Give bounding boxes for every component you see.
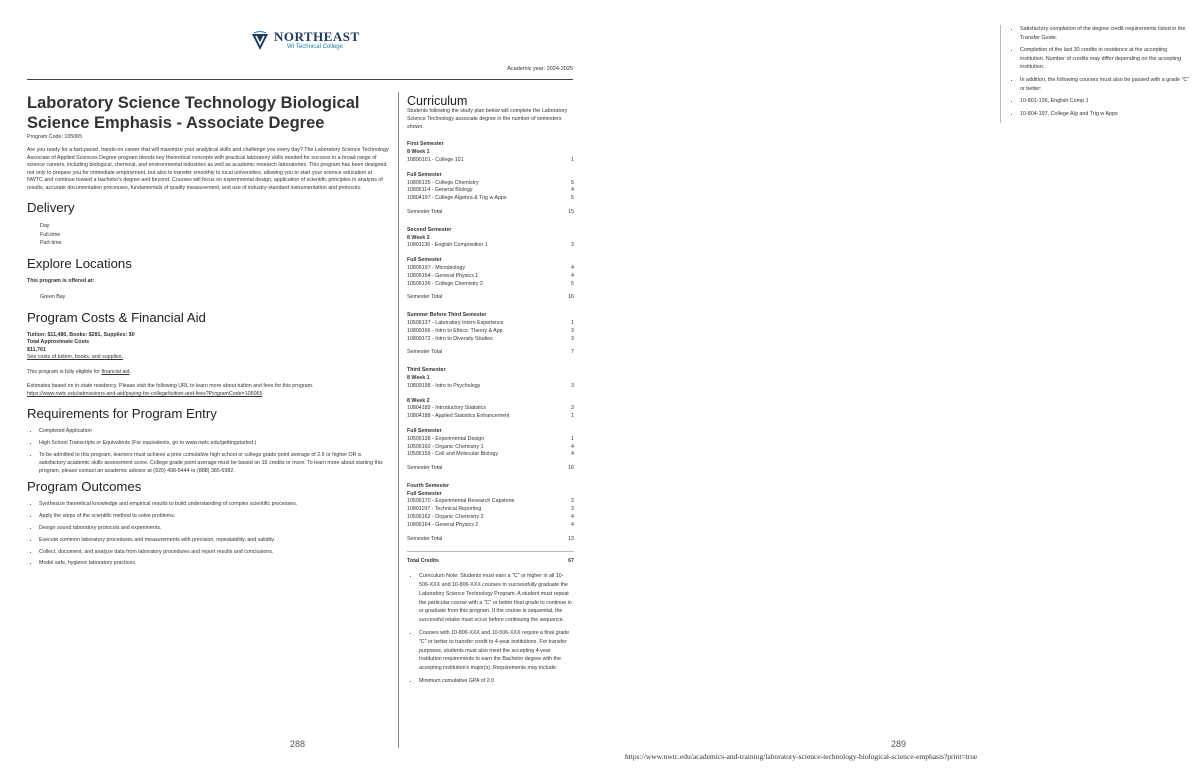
semester-total-row (407, 465, 574, 473)
semester-name: Third Semester (407, 367, 446, 374)
list-item: • Model safe, hygienic laboratory practices. (39, 560, 389, 568)
course-credits: 4 (571, 514, 574, 521)
course-row (407, 273, 574, 281)
course-name: 10806135 - College Chemistry (407, 179, 479, 186)
course-name: 10506160 - Organic Chemistry 1 (407, 443, 484, 450)
semester-total-value: 15 (568, 208, 574, 215)
curriculum-panel (407, 94, 574, 690)
semester-total-row (407, 536, 574, 544)
course-credits: 2 (571, 498, 574, 505)
semester-block (407, 367, 574, 473)
requirements-heading: Requirements for Program Entry (27, 406, 217, 422)
course-name: 10809172 - Intro to Diversity Studies (407, 335, 493, 342)
semester-name: Second Semester (407, 226, 452, 233)
course-credits: 3 (571, 242, 574, 249)
term-label: Full Semester (407, 427, 442, 434)
list-item: • Satisfactory completion of the degree credit requirements listed in the Transfer Guide. (1020, 25, 1190, 42)
course-row (407, 498, 574, 506)
course-row (407, 514, 574, 522)
list-item: • High School Transcripts or Equivalents (For equivalents, go to www.nwtc.edu/gettingstarted.) (39, 440, 389, 448)
print-url: https://www.nwtc.edu/academics-and-training/laboratory-science-technology-biological-science-emphasis?print=true (625, 752, 978, 761)
term-label: 8 Week 1 (407, 149, 430, 156)
term-label: Full Semester (407, 171, 442, 178)
semester-block (407, 483, 574, 544)
term-label: 8 Week 1 (407, 374, 430, 381)
course-name: 10506136 - College Chemistry 2 (407, 280, 483, 287)
college-logo (250, 30, 360, 52)
semester-list (407, 141, 574, 543)
course-name: 10506170 - Experimental Research Capstone (407, 498, 515, 505)
course-credits: 4 (571, 187, 574, 194)
course-row (407, 383, 574, 391)
course-name: 10804197 - College Algebra & Trig w Apps (407, 195, 507, 202)
course-name: 10804188 - Applied Statistics Enhancement (407, 413, 510, 420)
outcomes-list (27, 501, 389, 568)
course-name: 10506137 - Laboratory Intern Experience (407, 319, 504, 326)
course-row (407, 281, 574, 289)
column-divider (398, 92, 399, 748)
course-credits: 5 (571, 280, 574, 287)
delivery-list (40, 222, 389, 248)
locations-heading: Explore Locations (27, 255, 132, 271)
list-item: • Curriculum Note: Students must earn a "C" or higher in all 10-506-XXX and 10-806-XXX courses to successfully graduate the Laboratory Science Technology Program. A student must repeat the particular course with a "C" or better final grade to continue in or graduate from this program. If the course is sequential, the successful retake must occur before continuing the sequence. (419, 572, 574, 625)
delivery-heading: Delivery (27, 200, 75, 215)
semester-total-label: Semester Total (407, 465, 443, 472)
tuition-url-link[interactable]: https://www.nwtc.edu/admissions-and-aid/paying-for-college/tuition-and-fees?ProgramCode=105065 (27, 390, 263, 397)
semester-total-row (407, 349, 574, 357)
course-name: 10806154 - General Physics 1 (407, 272, 479, 279)
term-label: Full Semester (407, 490, 442, 497)
semester-total-label: Semester Total (407, 294, 443, 301)
program-code: Program Code: 105065 (27, 134, 83, 140)
logo-name: NORTHEAST (274, 29, 360, 44)
course-credits: 3 (571, 506, 574, 513)
course-credits: 5 (571, 179, 574, 186)
list-item: • 10-804-197, College Alg and Trig w Apps (1020, 110, 1190, 119)
list-item: • Collect, document, and analyze data from laboratory procedures and report results and conclusions. (39, 549, 389, 557)
semester-total-value: 7 (571, 349, 574, 356)
financial-aid-link[interactable]: financial aid (101, 368, 130, 375)
course-credits: 3 (571, 335, 574, 342)
course-name: 10806197 - Microbiology (407, 264, 466, 271)
total-credits-row (407, 551, 574, 566)
tuition-line: Tuition: $11,480, Books: $281, Supplies: $0 (27, 331, 135, 338)
transfer-requirements (1010, 25, 1190, 122)
course-name: 10506159 - Cell and Molecular Biology (407, 451, 498, 458)
course-row (407, 522, 574, 530)
semester-name: Summer Before Third Semester (407, 312, 487, 319)
course-name: 10801136 - English Composition 1 (407, 242, 488, 249)
course-name: 10506162 - Organic Chemistry 2 (407, 514, 484, 521)
course-row (407, 187, 574, 195)
course-credits: 3 (571, 327, 574, 334)
logo-subtitle: WI Technical College (287, 44, 343, 50)
program-details (27, 94, 389, 572)
page-number: 288 (290, 739, 306, 749)
semester-total-row (407, 209, 574, 217)
list-item: • Execute common laboratory procedures and measurements with precision, repeatability, and validity. (39, 537, 389, 545)
course-name: 10890101 - College 101 (407, 156, 464, 163)
list-item: • Synthesize theoretical knowledge and empirical results to build understanding of complex scientific processes. (39, 501, 389, 509)
page-right (600, 0, 1200, 776)
course-row (407, 451, 574, 459)
delivery-item: Part-time (40, 240, 62, 247)
list-item: • Completion of the last 30 credits in residence at the accepting institution. Number of credits may differ depending on the accepting institution. (1020, 46, 1190, 72)
semester-block (407, 312, 574, 357)
course-name: 10804189 - Introductory Statistics (407, 405, 486, 412)
header-divider (27, 79, 573, 80)
outcomes-heading: Program Outcomes (27, 479, 142, 495)
northeast-n-logo-icon (250, 30, 270, 52)
course-credits: 1 (571, 319, 574, 326)
page-number: 289 (891, 739, 907, 749)
semester-total-label: Semester Total (407, 535, 443, 542)
list-item: • To be admitted to this program, learners must achieve a prior cumulative high school or college grade point average of 2.6 or higher OR a satisfactory academic skills assessment score. College grade point average must be based on 15 credits or more. To learn more about starting this program, please contact an academic advisor at (920) 498-5444 or (888) 385-6982. (39, 452, 389, 475)
course-row (407, 180, 574, 188)
course-credits: 1 (571, 413, 574, 420)
course-credits: 1 (571, 435, 574, 442)
offered-at-label: This program is offered at: (27, 277, 95, 284)
term-label: 8 Week 2 (407, 397, 430, 404)
course-row (407, 157, 574, 165)
course-row (407, 320, 574, 328)
list-item: • Design sound laboratory protocols and experiments. (39, 525, 389, 533)
course-name: 10806164 - General Physics 2 (407, 521, 479, 528)
course-name: 10806114 - General Biology (407, 187, 473, 194)
course-credits: 1 (571, 156, 574, 163)
semester-block (407, 227, 574, 302)
requirements-list (27, 428, 389, 475)
course-credits: 3 (571, 405, 574, 412)
semester-name: First Semester (407, 141, 444, 148)
course-credits: 4 (571, 521, 574, 528)
costs-heading: Program Costs & Financial Aid (27, 309, 206, 325)
eligible-text: This program is fully eligible for (27, 368, 102, 375)
course-row (407, 405, 574, 413)
course-name: 10809166 - Intro to Ethics: Theory & App (407, 327, 503, 334)
course-row (407, 444, 574, 452)
course-credits: 4 (571, 451, 574, 458)
curriculum-notes (407, 572, 574, 686)
total-credits-label: Total Credits (407, 558, 439, 565)
course-credits: 4 (571, 264, 574, 271)
column-divider (1000, 25, 1001, 123)
list-item: • Apply the steps of the scientific method to solve problems. (39, 513, 389, 521)
list-item: • In addition, the following courses must also be passed with a grade "C" or better: (1020, 76, 1190, 93)
course-row (407, 413, 574, 421)
list-item: • Courses with 10-806-XXX and 10-506-XXX require a final grade "C" or better to transfer credit to 4-year institutions. For transfer purposes, students must also meet the accepting 4-year Institution requirements to earn the Bachelor degree with the accepting institution's major(s). Requirements may include: (419, 629, 574, 673)
course-row (407, 506, 574, 514)
course-credits: 4 (571, 443, 574, 450)
semester-name: Fourth Semester (407, 482, 450, 489)
semester-total-value: 16 (568, 294, 574, 301)
list-item: • Minimum cumulative GPA of 2.0 (419, 677, 574, 686)
course-name: 10506138 - Experimental Design (407, 435, 485, 442)
list-item: • 10-801-136, English Comp 1 (1020, 97, 1190, 106)
location-item: Green Bay (40, 294, 66, 301)
curriculum-intro: Students following the study plan below will complete the Laboratory Science Technology associate degree in the number of semesters shown. (407, 108, 568, 130)
curriculum-heading: Curriculum (407, 94, 468, 108)
semester-total-label: Semester Total (407, 349, 443, 356)
semester-block (407, 141, 574, 216)
course-credits: 4 (571, 272, 574, 279)
estimates-note: Estimates based on in-state residency. Please visit the following URL to learn more about tuition and fees for this program. (27, 383, 314, 390)
academic-year: Academic year: 2024-2025 (507, 66, 573, 72)
delivery-item: Day (40, 223, 50, 229)
program-intro: Are you ready for a fast-paced, hands-on career that will maximize your analytical skills and challenge you every day? The Laboratory Science Technology Associate of Applied Sciences Degree program blends key theoretical concepts with practical laboratory skills needed for success in a broad range of science careers, including biological, chemical, and environmental industries as well as academic research laboratories. This program has been designed not only to prepare you for immediate employment, but also to transfer smoothly to local universities, allowing you to start your science education at NWTC and continue toward a bachelor's degree and beyond. Courses will focus on experimental design, application of scientific principles in analysis of results, accurate documentation processes, fundamentals of quality measurement, and use of industry-standard instrumentation and protocols. (27, 147, 389, 191)
course-name: 10809198 - Intro to Psychology (407, 382, 481, 389)
course-name: 10801197 - Technical Reporting (407, 506, 482, 513)
costs-link[interactable]: See costs of tuition, books, and supplies. (27, 354, 123, 361)
semester-total-value: 16 (568, 465, 574, 472)
course-row (407, 195, 574, 203)
semester-total-value: 13 (568, 535, 574, 542)
total-credits-value: 67 (568, 558, 574, 565)
total-costs-value: $11,761 (27, 346, 46, 353)
semester-total-label: Semester Total (407, 208, 443, 215)
financial-aid-line (27, 369, 389, 377)
semester-total-row (407, 294, 574, 302)
location-list (40, 293, 389, 302)
page-title: Laboratory Science Technology Biological Science Emphasis - Associate Degree (27, 94, 360, 132)
course-credits: 3 (571, 382, 574, 389)
eligible-suffix: . (129, 368, 131, 375)
list-item: • Completed Application (39, 428, 389, 436)
delivery-item: Full-time (40, 231, 61, 238)
course-row (407, 336, 574, 344)
term-label: 8 Week 2 (407, 234, 430, 241)
course-row (407, 242, 574, 250)
course-credits: 5 (571, 195, 574, 202)
term-label: Full Semester (407, 257, 442, 264)
course-row (407, 328, 574, 336)
course-row (407, 265, 574, 273)
total-costs-label: Total Approximate Costs (27, 339, 90, 346)
course-row (407, 436, 574, 444)
